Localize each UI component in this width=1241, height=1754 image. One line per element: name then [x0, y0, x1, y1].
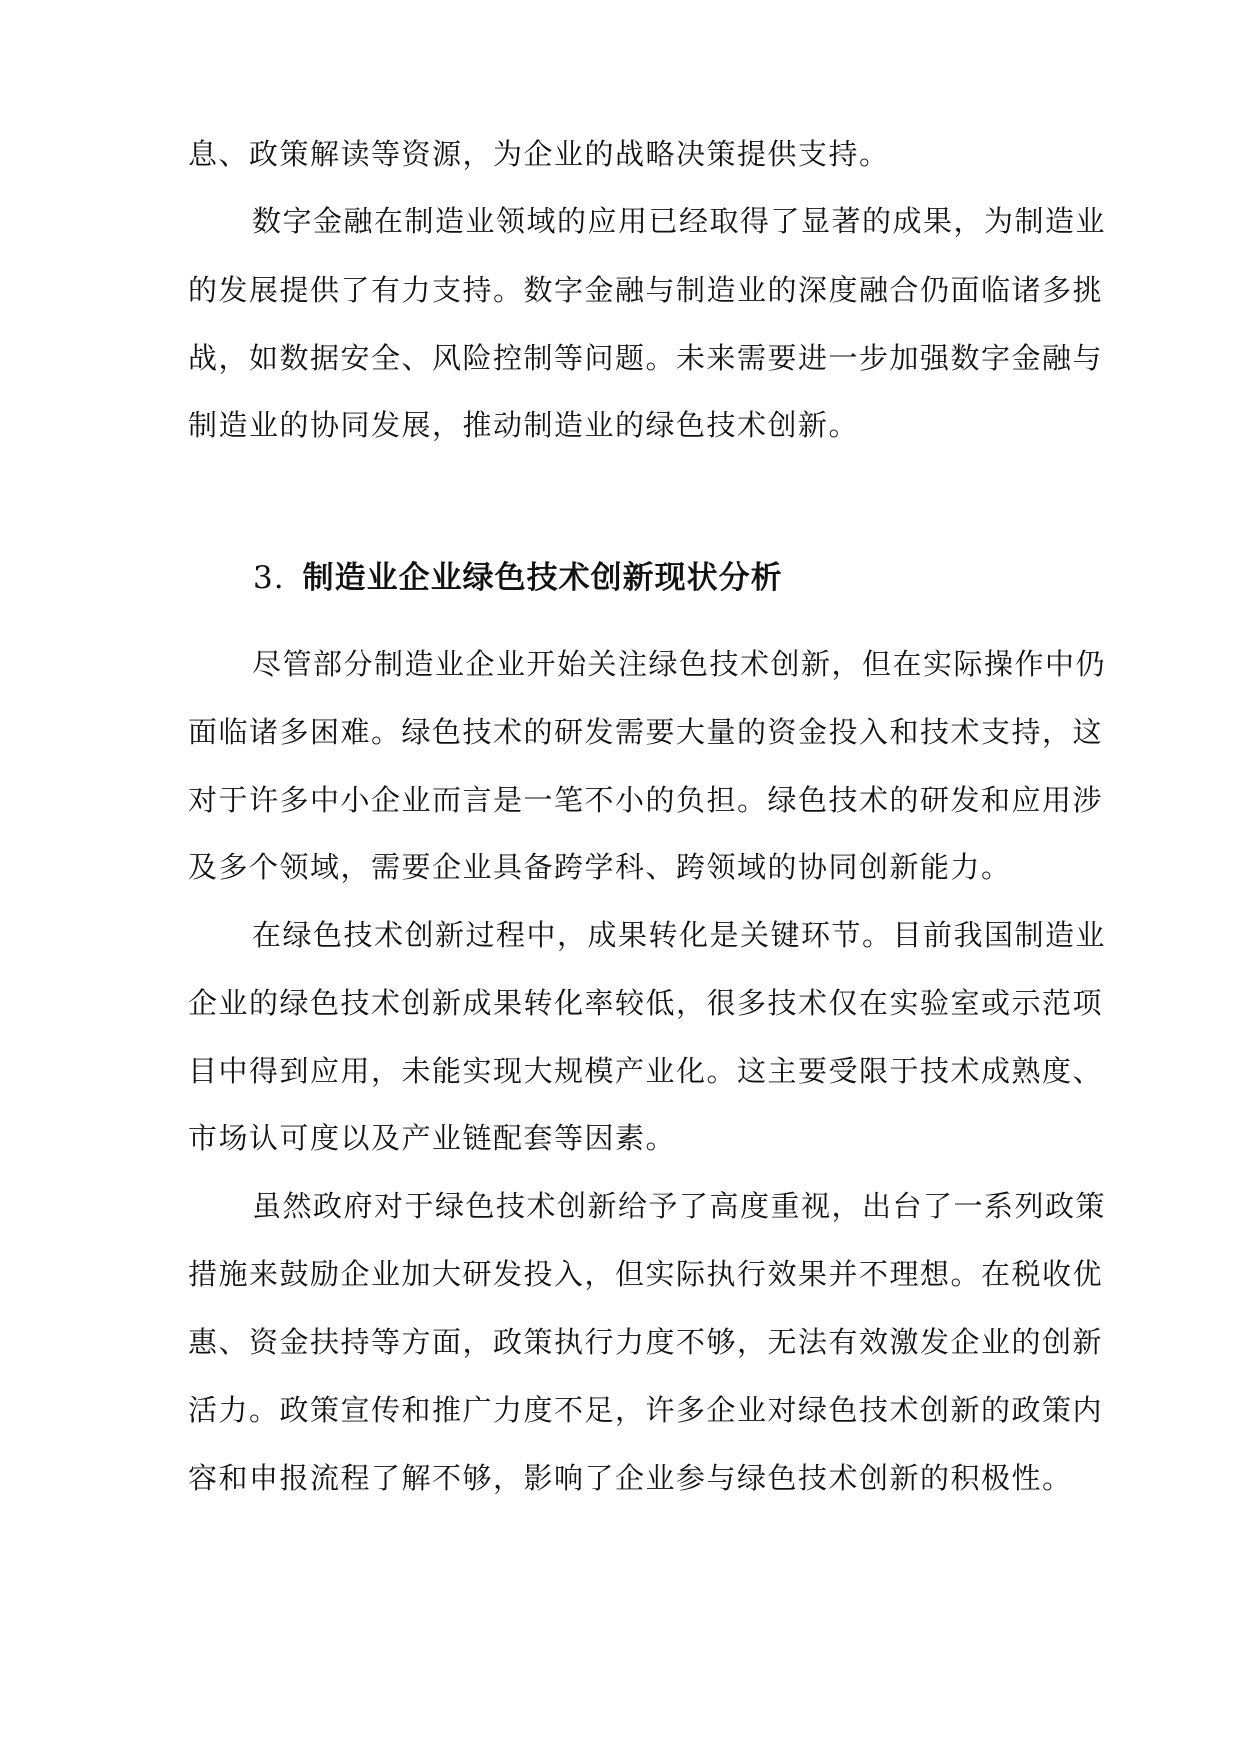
section-heading — [253, 558, 783, 598]
text-line: 目中得到应用，未能实现大规模产业化。这主要受限于技术成熟度、 — [188, 1054, 1104, 1088]
text-line: 惠、资金扶持等方面，政策执行力度不够，无法有效激发企业的创新 — [188, 1325, 1104, 1359]
text-line: 战，如数据安全、风险控制等问题。未来需要进一步加强数字金融与 — [188, 341, 1104, 375]
text-line: 数字金融在制造业领域的应用已经取得了显著的成果，为制造业 — [252, 204, 1107, 238]
text-line: 容和申报流程了解不够，影响了企业参与绿色技术创新的积极性。 — [188, 1461, 1073, 1495]
text-line: 对于许多中小企业而言是一笔不小的负担。绿色技术的研发和应用涉 — [188, 783, 1104, 817]
section-title: 制造业企业绿色技术创新现状分析 — [302, 560, 783, 596]
section-number: 3. — [253, 560, 285, 596]
text-line: 企业的绿色技术创新成果转化率较低，很多技术仅在实验室或示范项 — [188, 986, 1104, 1020]
text-line: 及多个领域，需要企业具备跨学科、跨领域的协同创新能力。 — [188, 850, 1012, 884]
text-line: 尽管部分制造业企业开始关注绿色技术创新，但在实际操作中仍 — [252, 647, 1107, 681]
text-line: 的发展提供了有力支持。数字金融与制造业的深度融合仍面临诸多挑 — [188, 273, 1104, 307]
text-line: 市场认可度以及产业链配套等因素。 — [188, 1121, 677, 1155]
text-line: 虽然政府对于绿色技术创新给予了高度重视，出台了一系列政策 — [252, 1189, 1107, 1223]
text-line: 措施来鼓励企业加大研发投入，但实际执行效果并不理想。在税收优 — [188, 1257, 1104, 1291]
text-line: 面临诸多困难。绿色技术的研发需要大量的资金投入和技术支持，这 — [188, 715, 1104, 749]
text-line: 息、政策解读等资源，为企业的战略决策提供支持。 — [188, 137, 890, 171]
text-line: 制造业的协同发展，推动制造业的绿色技术创新。 — [188, 408, 860, 442]
text-line: 在绿色技术创新过程中，成果转化是关键环节。目前我国制造业 — [252, 918, 1107, 952]
text-line: 活力。政策宣传和推广力度不足，许多企业对绿色技术创新的政策内 — [188, 1393, 1104, 1427]
